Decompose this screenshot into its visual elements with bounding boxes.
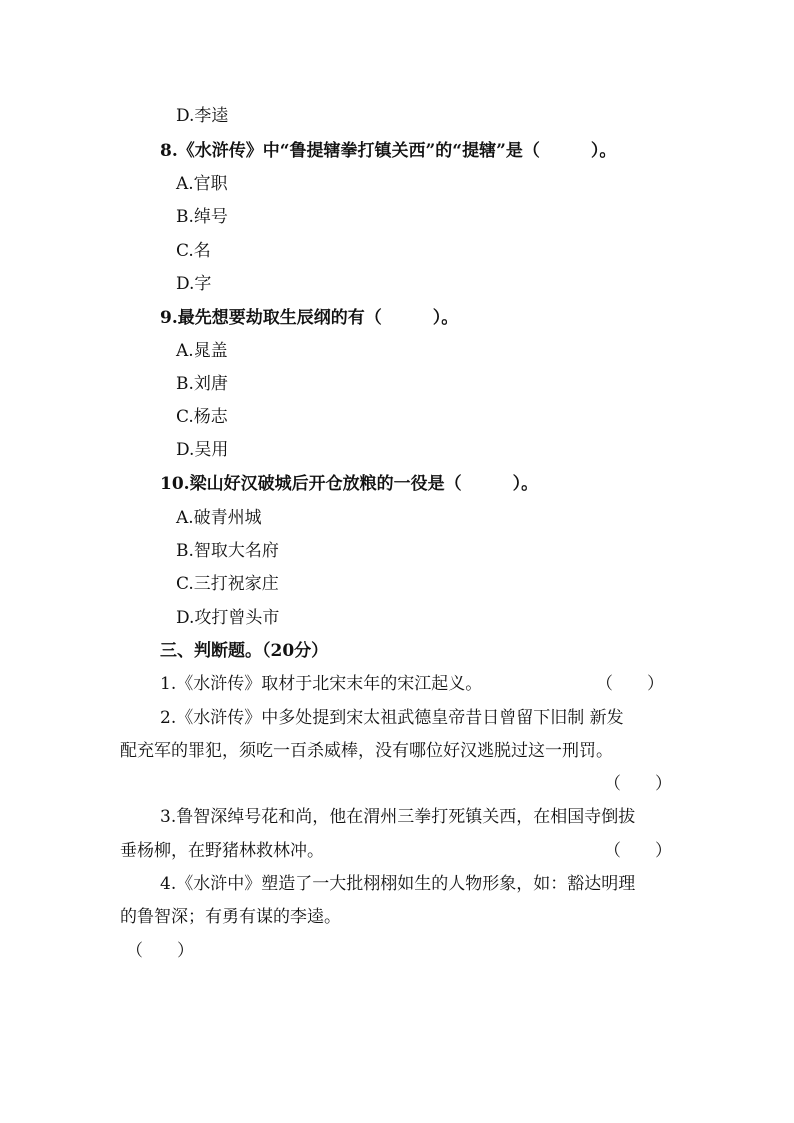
q10-option-d: D.攻打曾头市 bbox=[176, 608, 280, 628]
q10-option-c: C.三打祝家庄 bbox=[176, 574, 279, 594]
q7-option-d: D.李逵 bbox=[176, 106, 229, 126]
tf-item-3-line1: 3.鲁智深绰号花和尚，他在渭州三拳打死镇关西，在相国寺倒拔 bbox=[160, 807, 636, 827]
q9-option-d: D.吴用 bbox=[176, 440, 229, 460]
q8-option-d: D.字 bbox=[176, 274, 212, 294]
tf-item-4-line1: 4.《水浒中》塑造了一大批栩栩如生的人物形象，如：豁达明理 bbox=[160, 874, 636, 894]
q8-option-b: B.绰号 bbox=[176, 207, 228, 227]
tf-item-3-bracket[interactable]: （ ） bbox=[604, 841, 672, 861]
q10-option-a: A.破青州城 bbox=[176, 508, 262, 528]
tf-item-4-bracket[interactable]: （ ） bbox=[126, 941, 194, 961]
tf-item-1: 1.《水浒传》取材于北宋末年的宋江起义。 bbox=[160, 674, 483, 694]
q9-option-c: C.杨志 bbox=[176, 407, 228, 427]
q9-option-b: B.刘唐 bbox=[176, 374, 228, 394]
section3-title: 三、判断题。（20分） bbox=[160, 641, 329, 661]
tf-item-2-line2: 配充军的罪犯，须吃一百杀威棒，没有哪位好汉逃脱过这一刑罚。 bbox=[120, 741, 613, 761]
tf-item-2-bracket[interactable]: （ ） bbox=[604, 774, 672, 794]
q10-stem: 10.梁山好汉破城后开仓放粮的一役是（ ）。 bbox=[160, 474, 539, 494]
tf-item-3-line2: 垂杨柳，在野猪林救林冲。 bbox=[120, 841, 324, 861]
tf-item-2-line1: 2.《水浒传》中多处提到宋太祖武德皇帝昔日曾留下旧制 新发 bbox=[160, 708, 624, 728]
tf-item-1-bracket[interactable]: （ ） bbox=[596, 674, 664, 694]
tf-item-4-line2: 的鲁智深；有勇有谋的李逵。 bbox=[120, 907, 341, 927]
q8-option-c: C.名 bbox=[176, 241, 211, 261]
q9-option-a: A.晁盖 bbox=[176, 341, 228, 361]
q9-stem: 9.最先想要劫取生辰纲的有（ ）。 bbox=[160, 308, 459, 328]
q8-option-a: A.官职 bbox=[176, 174, 228, 194]
q8-stem: 8.《水浒传》中“鲁提辖拳打镇关西”的“提辖”是（ ）。 bbox=[160, 141, 617, 161]
q10-option-b: B.智取大名府 bbox=[176, 541, 279, 561]
